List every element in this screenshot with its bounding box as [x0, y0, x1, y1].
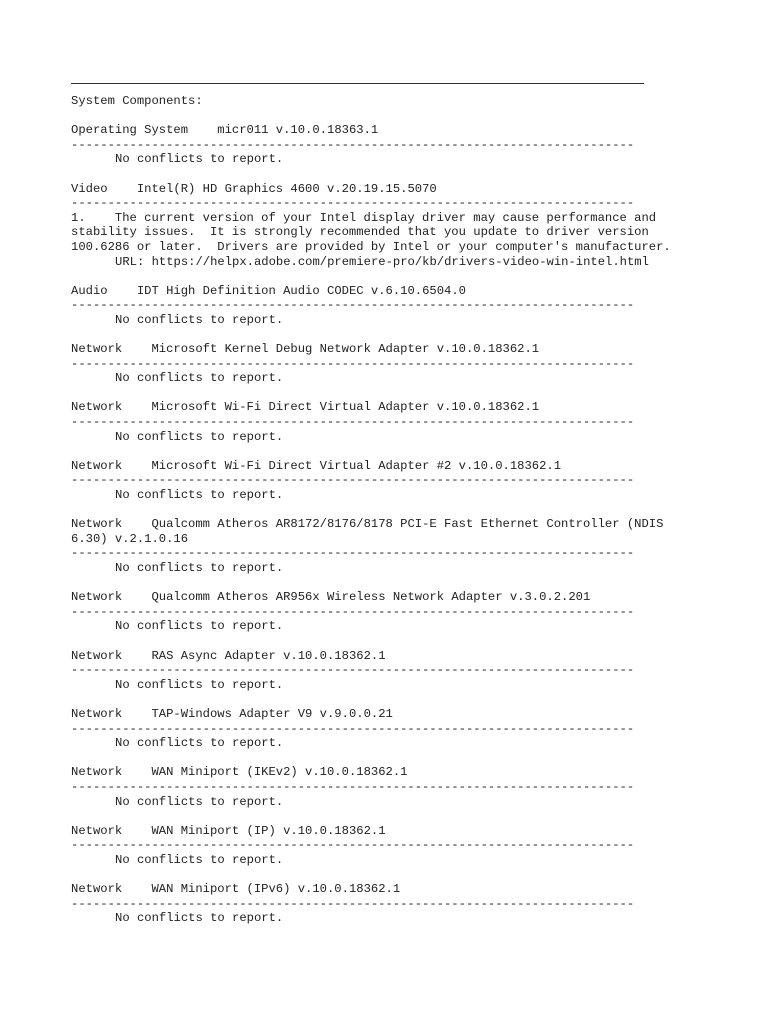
component-type: Network [71, 400, 123, 415]
driver-url-link[interactable]: URL: https://helpx.adobe.com/premiere-pro/kb/drivers-video-win-intel.html [115, 254, 649, 269]
component-name: WAN Miniport (IPv6) v.10.0.18362.1 [151, 882, 401, 897]
component-name: micr011 v.10.0.18363.1 [217, 123, 379, 138]
no-conflicts-text: No conflicts to report. [115, 312, 284, 327]
section-heading: System Components: [71, 94, 203, 108]
no-conflicts-text: No conflicts to report. [115, 736, 284, 751]
dash-separator: ----------------------------------------------------------------------------- [71, 298, 635, 313]
component-header [71, 342, 751, 357]
no-conflicts-text: No conflicts to report. [115, 852, 284, 867]
component-name: Qualcomm Atheros AR956x Wireless Network Adapter v.3.0.2.201 [151, 590, 591, 605]
warning-line: 100.6286 or later. Drivers are provided by Intel or your computer's manufacturer. [71, 239, 671, 254]
no-conflicts-text: No conflicts to report. [115, 429, 284, 444]
component-header [71, 765, 751, 780]
component-type: Network [71, 882, 123, 897]
component-header [71, 824, 751, 839]
component-name-continuation: 6.30) v.2.1.0.16 [71, 531, 189, 546]
dash-separator: ----------------------------------------------------------------------------- [71, 896, 635, 911]
component-type: Operating System [71, 123, 189, 138]
component-section [71, 590, 751, 634]
component-name: Intel(R) HD Graphics 4600 v.20.19.15.5070 [136, 181, 437, 196]
component-header [71, 459, 751, 474]
component-header [71, 649, 751, 664]
component-type: Network [71, 590, 123, 605]
component-section [71, 765, 751, 809]
component-name: TAP-Windows Adapter V9 v.9.0.0.21 [151, 706, 393, 721]
component-type: Network [71, 706, 123, 721]
no-conflicts-text: No conflicts to report. [115, 677, 284, 692]
component-section [71, 400, 751, 444]
component-header [71, 707, 751, 722]
component-header [71, 590, 751, 605]
component-type: Network [71, 823, 123, 838]
component-section [71, 824, 751, 868]
component-type: Audio [71, 283, 108, 298]
dash-separator: ----------------------------------------------------------------------------- [71, 779, 635, 794]
component-name: Qualcomm Atheros AR8172/8176/8178 PCI-E Fast Ethernet Controller (NDIS [151, 517, 664, 532]
component-name: RAS Async Adapter v.10.0.18362.1 [151, 648, 386, 663]
component-name: Microsoft Wi-Fi Direct Virtual Adapter #2 v.10.0.18362.1 [151, 458, 562, 473]
component-section [71, 882, 751, 926]
component-section [71, 342, 751, 386]
component-section [71, 123, 751, 167]
component-header [71, 882, 751, 897]
dash-separator: ----------------------------------------------------------------------------- [71, 196, 635, 211]
dash-separator: ----------------------------------------------------------------------------- [71, 137, 635, 152]
component-name: Microsoft Kernel Debug Network Adapter v.10.0.18362.1 [151, 342, 540, 357]
warning-line: stability issues. It is strongly recommended that you update to driver version [71, 225, 649, 240]
no-conflicts-text: No conflicts to report. [115, 911, 284, 926]
component-name: WAN Miniport (IP) v.10.0.18362.1 [151, 823, 386, 838]
component-header [71, 123, 751, 138]
no-conflicts-text: No conflicts to report. [115, 152, 284, 167]
component-section [71, 284, 751, 328]
component-type: Network [71, 517, 123, 532]
dash-separator: ----------------------------------------------------------------------------- [71, 546, 635, 561]
no-conflicts-text: No conflicts to report. [115, 488, 284, 503]
dash-separator: ----------------------------------------------------------------------------- [71, 721, 635, 736]
dash-separator: ----------------------------------------------------------------------------- [71, 415, 635, 430]
component-name: IDT High Definition Audio CODEC v.6.10.6504.0 [136, 283, 466, 298]
component-header [71, 182, 751, 197]
component-type: Network [71, 458, 123, 473]
no-conflicts-text: No conflicts to report. [115, 561, 284, 575]
component-header [71, 284, 751, 299]
system-components-report [71, 0, 751, 926]
no-conflicts-text: No conflicts to report. [115, 619, 284, 634]
component-name: Microsoft Wi-Fi Direct Virtual Adapter v.10.0.18362.1 [151, 400, 540, 415]
component-header [71, 400, 751, 415]
dash-separator: ----------------------------------------------------------------------------- [71, 356, 635, 371]
warning-line: 1. The current version of your Intel display driver may cause performance and [71, 210, 657, 225]
component-type: Network [71, 342, 123, 357]
no-conflicts-text: No conflicts to report. [115, 371, 284, 386]
component-section [71, 517, 751, 575]
component-name: WAN Miniport (IKEv2) v.10.0.18362.1 [151, 765, 408, 780]
component-section [71, 649, 751, 693]
dash-separator: ----------------------------------------------------------------------------- [71, 838, 635, 853]
component-section [71, 459, 751, 503]
component-section [71, 182, 751, 270]
dash-separator: ----------------------------------------------------------------------------- [71, 473, 635, 488]
dash-separator: ----------------------------------------------------------------------------- [71, 663, 635, 678]
component-type: Video [71, 181, 108, 196]
dash-separator: ----------------------------------------------------------------------------- [71, 604, 635, 619]
no-conflicts-text: No conflicts to report. [115, 794, 284, 809]
component-type: Network [71, 648, 123, 663]
component-section [71, 707, 751, 751]
component-header [71, 517, 751, 532]
component-type: Network [71, 765, 123, 780]
